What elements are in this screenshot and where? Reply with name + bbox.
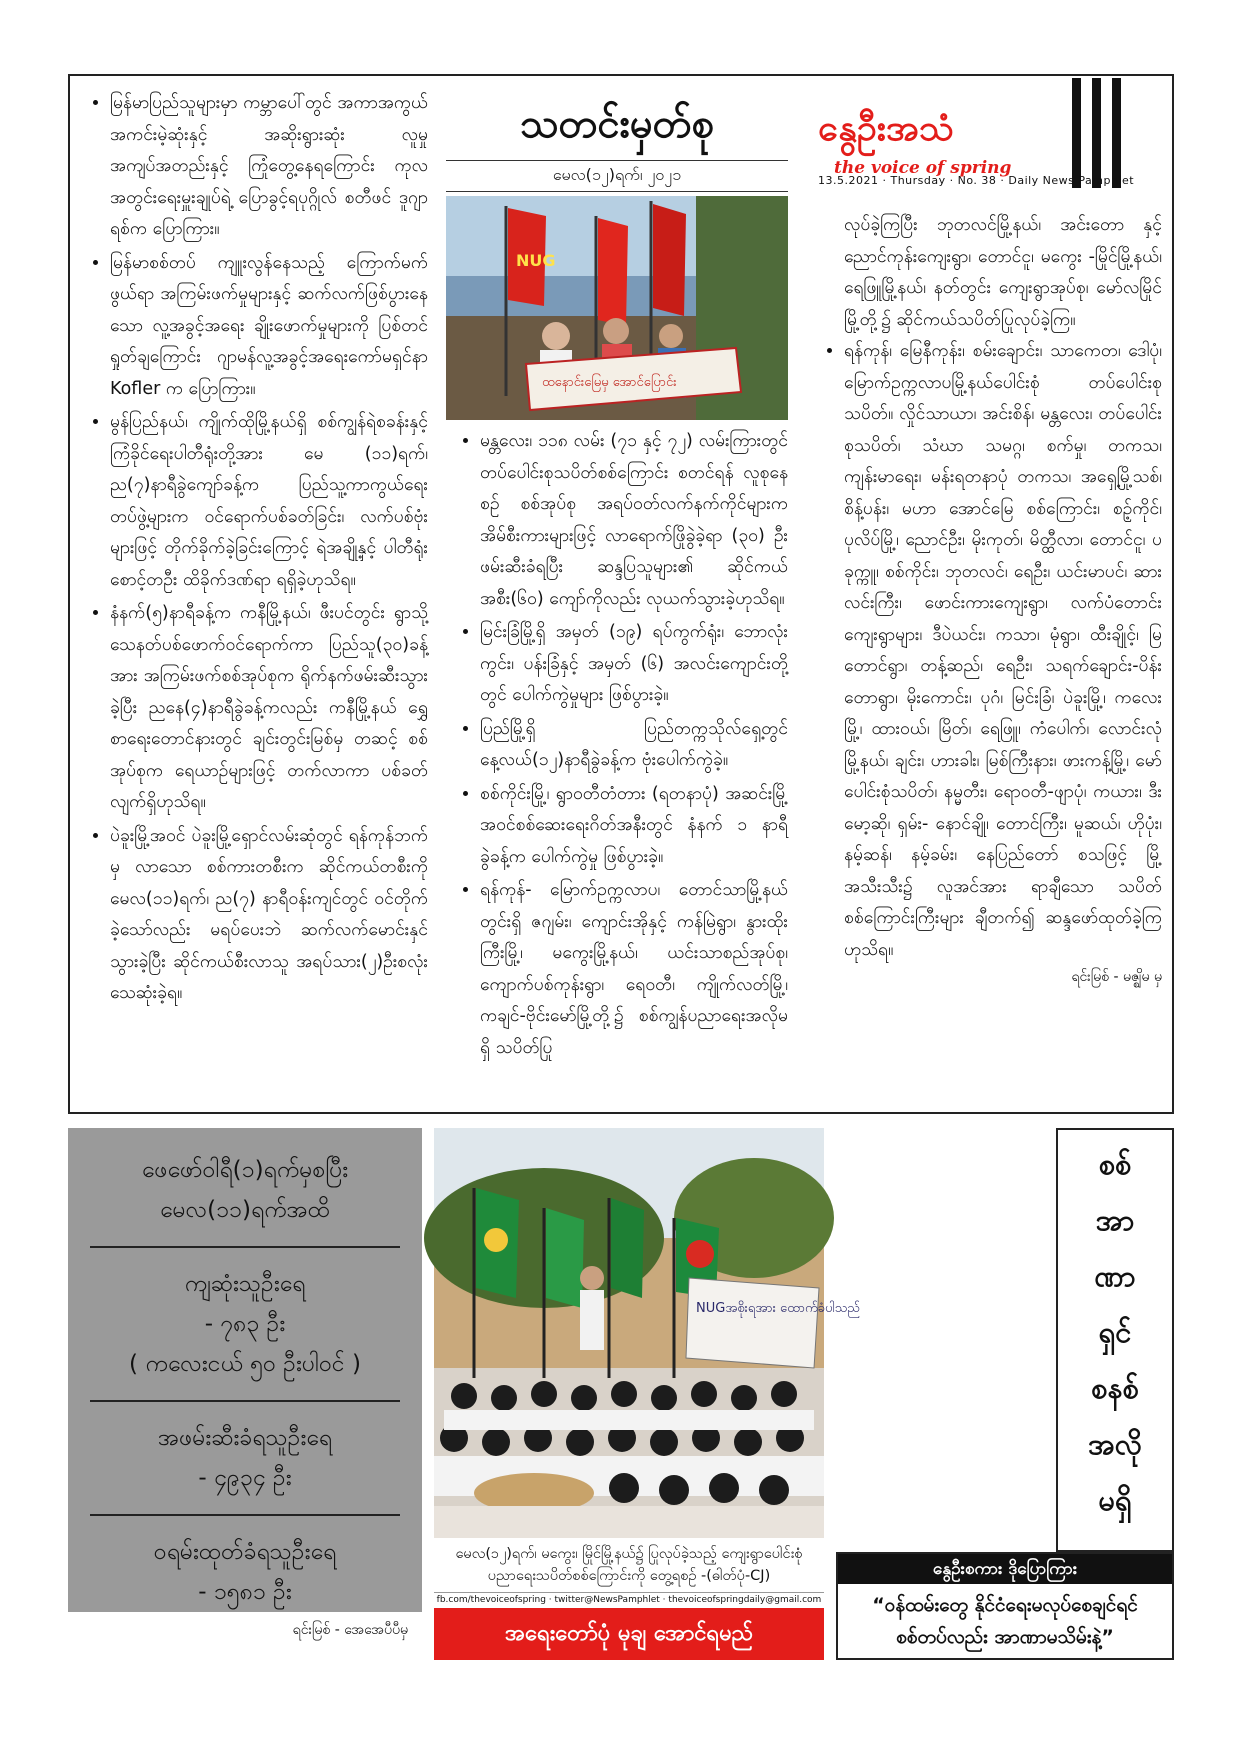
period-line-2: မေလ(၁၁)ရက်အထိ [159,1197,331,1223]
quote-line-2: စစ်တပ်လည်း အာဏာမသိမ်းနဲ့” [896,1626,1114,1648]
vertical-word: ဏာ [1094,1259,1136,1293]
protest-photo-bottom [434,1128,860,1538]
vertical-word: စစ် [1098,1147,1132,1181]
social-links: fb.com/thevoiceofspring · twitter@NewsPamphlet · thevoiceofspringdaily@gmail.com [434,1592,824,1605]
quote-box [836,1552,1174,1660]
source-credit: ရင်းမြစ် - မဇ္ဈိမ မှ [1071,969,1162,985]
right-news-column [810,210,1162,986]
quote-header: နွေဦးစကား ဒိုပြောကြား [838,1554,1172,1584]
news-item: • မြင်းခြံမြို့ရှိ အမှတ် (၁၉) ရပ်ကွက်ရုံး၊ ဘောလုံးကွင်း၊ ပန်းခြံနှင့် အမှတ် (၆) အလင်းကျောင်းတို့တွင် ပေါက်ကွဲမှုများ ဖြစ်ပွားခဲ့။ [480,617,788,712]
news-item: • ရန်ကုန်၊ မြေနီကုန်း၊ စမ်းချောင်း၊ သာကေတ၊ ဒေါပုံ၊ မြောက်ဥက္ကလာပမြို့နယ်ပေါင်းစုံ တပ်ပေါင်းစုသပိတ်။ လှိုင်သာယာ၊ အင်းစိန်၊ မန္တလေး၊ တပ်ပေါင်းစုသပိတ်၊ သံဃာ သမဂ္ဂ၊ စက်မှု၊ တကသ၊ ကျန်းမာရေး၊ မန်းရတနာပုံ တကသ၊ အရှေ့မြို့သစ်၊ စိန့်ပန်း၊ မဟာ အောင်မြေ စစ်ကြောင်း၊ စဥ့်ကိုင်၊ ပုလိပ်မြို့၊ ညောင်ဦး၊ မိုးကုတ်၊ မိတ္ထီလာ၊ တောင်ငူ၊ ပခုက္ကူ၊ စစ်ကိုင်း၊ ဘုတလင်၊ ရေဦး၊ ယင်းမာပင်၊ ဆားလင်းကြီး၊ ဖောင်းကားကျေးရွာ၊ လက်ပံတောင်း ကျေးရွာများ၊ ဒီပဲယင်း၊ ကသာ၊ မုံရွာ၊ ထီးချိုင့်၊ မြတောင်ရွာ၊ တန့်ဆည်၊ ရေဦး၊ သရက်ချောင်း-ပိန်းတောရွာ၊ မိုးကောင်း၊ ပုဂံ၊ မြင်းခြံ၊ ပဲခူးမြို့၊ ကလေးမြို့၊ ထားဝယ်၊ မြိတ်၊ ရေဖြူ၊ ကံပေါက်၊ လောင်းလုံမြို့နယ်၊ ချင်း၊ ဟားခါး၊ မြစ်ကြီးနား၊ ဖားကန့်မြို့၊ မော်ပေါင်းစုံသပိတ်၊ နမ္မတီး၊ ရောဝတီ-ဖျာပုံ၊ ကယား၊ ဒီးမော့ဆို၊ ရှမ်း- နောင်ချို၊ တောင်ကြီး၊ မူဆယ်၊ ဟိုပုံး၊ နမ့်ဆန်၊ နမ့်ခမ်း၊ နေပြည်တော် စသဖြင့် မြို့အသီးသီး၌ လူအင်အား ရာချီသော သပိတ်စစ်ကြောင်းကြီးများ ချီတက်၍ ဆန္ဒဖော်ထုတ်ခဲ့ကြဟုသိရ။ [844,336,1162,966]
flag-label: NUG [516,251,556,270]
casualty-stats-box [68,1128,422,1638]
banner-text: ထနောင်းမြေမှ အောင်ပြောင်း [542,375,677,390]
news-item: • ရန်ကုန်- မြောက်ဥက္ကလာပ၊ တောင်သာမြို့နယ်တွင်းရှိ ဇဂျမ်း၊ ကျောင်းအိုနှင့် ကန်မြဲရွာ၊ နွားထိုးကြီးမြို့၊ မကွေးမြို့နယ်၊ ယင်းသာစည်အုပ်စု၊ ကျောက်ပစ်ကုန်းရွာ၊ ရေဝတီ၊ ကျိုက်လတ်မြို့၊ ကချင်-ဗိုင်းမော်မြို့တို့၌ စစ်ကျွန်ပညာရေးအလိုမရှိ သပိတ်ပြု [480,875,788,1064]
protest-photo-top [446,196,788,420]
news-item: • မြန်မာစစ်တပ် ကျူးလွန်နေသည့် ကြောက်မက်ဖွယ်ရာ အကြမ်းဖက်မှုများနှင့် ဆက်လက်ဖြစ်ပွားနေသော လူ့အခွင့်အရေး ချိုးဖောက်မှုများကို ပြစ်တင်ရှုတ်ချကြောင်း ဂျာမန်လူ့အခွင့်အရေးကော်မရှင်နာ Kofler က ပြောကြား။ [110,248,428,406]
logo-myanmar: နွေဦးအသံ [818,107,954,149]
vertical-word: မရှိ [1098,1483,1132,1517]
news-item: • မွန်ပြည်နယ်၊ ကျိုက်ထိုမြို့နယ်ရှိ စစ်ကျွန်ရဲစခန်းနှင့် ကြံခိုင်ရေးပါတီရုံးတို့အား မေ (၁၁)ရက်၊ ည(၇)နာရီခွဲကျော်ခန့်က ပြည်သူ့ကာကွယ်ရေးတပ်ဖွဲ့များက ဝင်ရောက်ပစ်ခတ်ခြင်း၊ လက်ပစ်ဗုံးများဖြင့် တိုက်ခိုက်ခဲ့ခြင်းကြောင့် ရဲအချို့နှင့် ပါတီရုံးစောင့်တဦး ထိခိုက်ဒဏ်ရာ ရရှိခဲ့ဟုသိရ။ [110,407,428,596]
vertical-word: ရှင် [1098,1315,1132,1349]
killed-note: ( ကလေးငယ် ၅၀ ဦးပါဝင် ) [129,1351,361,1377]
stats-source: ရင်းမြစ် - အေအေပီပီမှ [292,1622,408,1638]
page-date: မေလ(၁၂)ရက်၊ ၂၀၂၁ [446,160,788,192]
killed-value: - ၇၈၃ ဦး [204,1311,286,1337]
quote-line-1: “ဝန်ထမ်းတွေ နိုင်ငံရေးမလုပ်စေချင်ရင် [872,1594,1138,1616]
arrested-label: အဖမ်းဆီးခံရသူဦးရေ [158,1425,332,1451]
news-item: • စစ်ကိုင်းမြို့၊ ရွာဝတီတံတား (ရတနာပုံ) အဆင်းမြို့အဝင်စစ်ဆေးရေးဂိတ်အနီးတွင် နံနက် ၁ နာရီခွဲခန့်က ပေါက်ကွဲမှု ဖြစ်ပွားခဲ့။ [480,779,788,874]
logo-english: the voice of spring [834,158,1012,178]
slogan-banner: အရေးတော်ပုံ မုချ အောင်ရမည် [434,1608,824,1660]
vertical-slogan-box [1056,1128,1174,1552]
news-continuation: လုပ်ခဲ့ကြပြီး ဘုတလင်မြို့နယ်၊ အင်းတော နှင့် ညောင်ကုန်းကျေးရွာ၊ တောင်ငူ၊ မကွေး -မြိုင်မြို့နယ်၊ ရေဖြူမြို့နယ်၊ နတ်တွင်း ကျေးရွာအုပ်စု၊ မော်လမြိုင်မြို့တို့၌ ဆိုင်ကယ်သပိတ်ပြုလုပ်ခဲ့ကြ။ [844,215,1162,330]
middle-news-column [446,426,788,1066]
news-item: • နံနက်(၅)နာရီခန့်က ကနီမြို့နယ်၊ ဖီးပင်တွင်း ရွာသို့ သေနတ်ပစ်ဖောက်ဝင်ရောက်ကာ ပြည်သူ(၃၀)ခန့်အား အကြမ်းဖက်စစ်အုပ်စုက ရိုက်နက်ဖမ်းဆီးသွားခဲ့ပြီး ညနေ(၄)နာရီခွဲခန့်ကလည်း ကနီမြို့နယ် ရွှေစာရေးတောင်နားတွင် ချင်းတွင်းမြစ်မှ တဆင့် စစ်အုပ်စုက ရေယာဉ်များဖြင့် တက်လာကာ ပစ်ခတ်လျက်ရှိဟုသိရ။ [110,598,428,819]
vertical-word: အလို [1088,1427,1142,1461]
news-item: • မန္တလေး၊ ၁၁၈ လမ်း (၇၁ နှင့် ၇၂) လမ်းကြားတွင် တပ်ပေါင်းစုသပိတ်စစ်ကြောင်း စတင်ရန် လူစုနေစဉ် စစ်အုပ်စု အရပ်ဝတ်လက်နက်ကိုင်များက အိမ်စီးကားများဖြင့် လာရောက်ဖြိုခွဲခဲ့ရာ (၃၀) ဦး ဖမ်းဆီးခံရပြီး ဆန္ဒပြသူများ၏ ဆိုင်ကယ်အစီး(၆၀) ကျော်ကိုလည်း လုယက်သွားခဲ့ဟုသိရ။ [480,426,788,615]
news-item: • ပြည်မြို့ရှိ ပြည်တက္ကသိုလ်ရှေ့တွင် နေ့လယ်(၁၂)နာရီခွဲခန့်က ဗုံးပေါက်ကွဲခဲ့။ [480,714,788,777]
logo [818,104,1058,178]
period-line-1: ဖေဖော်ဝါရီ(၁)ရက်မှစပြီး [141,1157,349,1183]
warrant-value: - ၁၅၈၁ ဦး [198,1579,292,1605]
vertical-word: စနစ် [1091,1371,1139,1405]
news-item: • ပဲခူးမြို့အဝင် ပဲခူးမြို့ရှောင်လမ်းဆုံတွင် ရန်ကုန်ဘက်မှ လာသော စစ်ကားတစီးက ဆိုင်ကယ်တစီးကို မေလ(၁၁)ရက်၊ ည(၇) နာရီဝန်းကျင်တွင် ဝင်တိုက်ခဲ့သော်လည်း မရပ်ပေးဘဲ ဆက်လက်မောင်းနှင်သွားခဲ့ပြီး ဆိုင်ကယ်စီးလာသူ အရပ်သား(၂)ဦးစလုံး သေဆုံးခဲ့ရ။ [110,821,428,1010]
photo-caption: မေလ(၁၂)ရက်၊ မကွေး၊ မြိုင်မြို့နယ်၌ ပြုလုပ်ခဲ့သည့် ကျေးရွာပေါင်းစုံ ပညာရေးသပိတ်စစ်ကြောင်းကို တွေ့ရစဉ် -(ဓါတ်ပုံ-CJ) [455,1546,803,1584]
warrant-label: ဝရမ်းထုတ်ခံရသူဦးရေ [153,1539,337,1565]
issue-line: 13.5.2021 · Thursday · No. 38 · Daily News Pamphlet [818,174,1135,187]
arrested-value: - ၄၉၃၄ ဦး [198,1465,292,1491]
banner-text: NUGအစိုးရအား ထောက်ခံပါသည် [696,1301,860,1316]
page-title: သတင်းမှတ်စု [519,100,715,147]
vertical-word: အာ [1095,1203,1135,1237]
killed-label: ကျဆုံးသူဦးရေ [184,1271,306,1297]
left-news-column [76,88,428,1012]
news-item: • မြန်မာပြည်သူများမှာ ကမ္ဘာပေါ်တွင် အကာအကွယ်အကင်းမဲ့ဆုံးနှင့် အဆိုးရွားဆုံး လူမှု အကျပ်အတည်းနှင့် ကြုံတွေ့နေရကြောင်း ကုလအတွင်းရေးမှူးချုပ်ရဲ့ ပြောခွင့်ရပုဂ္ဂိုလ် စတီဖင် ဒူဂျာရစ်က ပြောကြား။ [110,88,428,246]
